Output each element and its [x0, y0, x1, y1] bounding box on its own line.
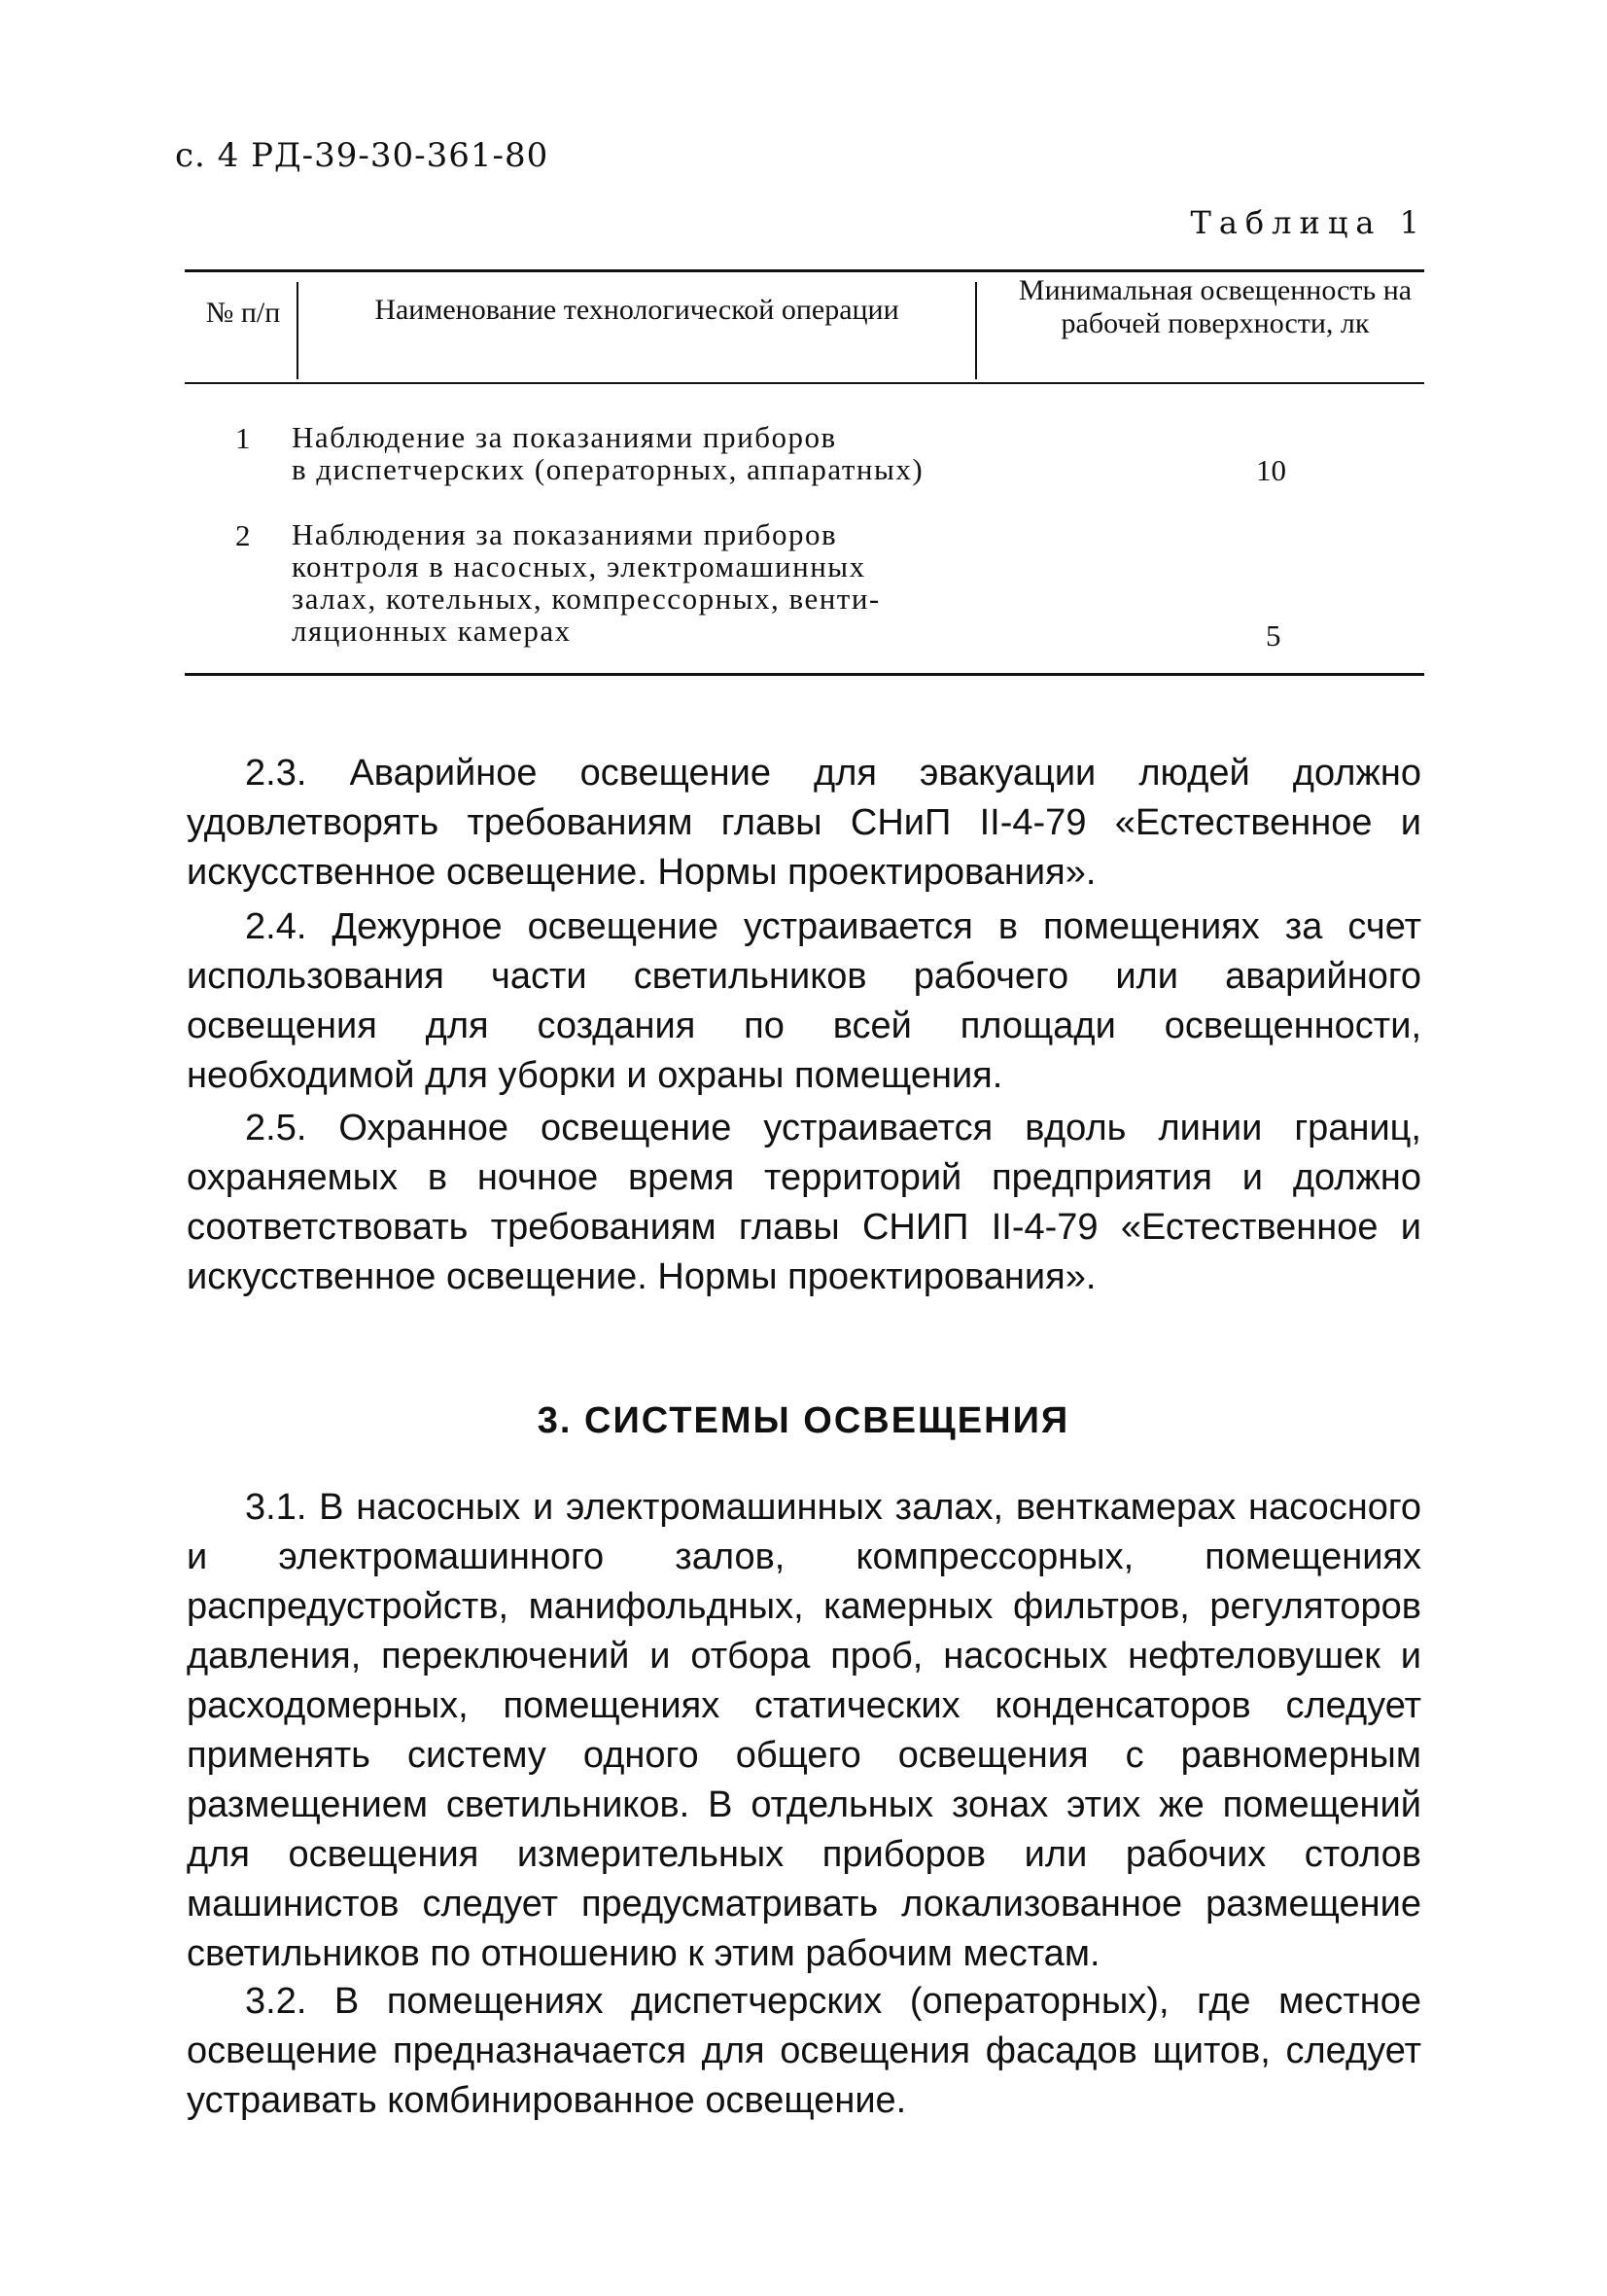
paragraph-2-5: 2.5. Охранное освещение устраивается вдоль линии границ, охраняемых в ночное время территорий предприятия и должно соответствовать требованиям главы СНИП II-4-79 «Естественное и искусственное освещение. Нормы проектирования».: [187, 1108, 1421, 1297]
table-header-illumination: Минимальная освещенность на рабочей поверхности, лк: [1018, 274, 1413, 339]
table-row-2-operation-line-4: ляционных камерах: [292, 614, 572, 648]
table-row-1-operation-line-2: в диспетчерских (операторных, аппаратных): [292, 452, 925, 486]
paragraph-3-2: 3.2. В помещениях диспетчерских (операторных), где местное освещение предназначается для освещения фасадов щитов, следует устраивать комбинированное освещение.: [187, 1981, 1421, 2121]
table-row-2-illumination: 5: [1266, 618, 1281, 653]
paragraph-2-4: 2.4. Дежурное освещение устраивается в помещениях за счет использования части светильников рабочего или аварийного освещения для создания по всей площади освещенности, необходимой для уборки и охраны помещения.: [187, 906, 1421, 1096]
section-title: 3. СИСТЕМЫ ОСВЕЩЕНИЯ: [537, 1400, 1070, 1441]
paragraph-3-1: 3.1. В насосных и электромашинных залах, венткамерах насосного и электромашинного залов, компрессорных, помещениях распредустройств, манифольдных, камерных фильтров, регуляторов давления, переключений и отбора проб, насосных нефтеловушек и расходомерных, помещениях статических конденсаторов следует применять систему одного общего освещения с равномерным размещением светильников. В отдельных зонах этих же помещений для освещения измерительных приборов или рабочих столов машинистов следует предусматривать локализованное размещение светильников по отношению к этим рабочим местам.: [187, 1487, 1421, 1974]
table-row-2-operation-line-1: Наблюдения за показаниями приборов: [292, 517, 838, 551]
table-col-divider-2: [975, 282, 977, 379]
table-header-operation: Наименование технологической операции: [374, 294, 899, 326]
table-row-2-operation-line-3: залах, котельных, компрессорных, венти-: [292, 582, 881, 616]
page-header: с. 4 РД-39-30-361-80: [175, 136, 549, 175]
table-header-number: № п/п: [205, 297, 281, 329]
table-header-rule: [185, 382, 1424, 384]
table-row-1-illumination: 10: [1256, 453, 1286, 487]
table-top-rule: [185, 269, 1424, 272]
paragraph-2-3: 2.3. Аварийное освещение для эвакуации людей должно удовлетворять требованиям главы СНиП II-4-79 «Естественное и искусственное освещение. Нормы проектирования».: [187, 753, 1421, 893]
table-row-1-number: 1: [235, 421, 251, 455]
table-row-2-operation-line-2: контроля в насосных, электромашинных: [292, 549, 866, 583]
table-row-2-number: 2: [235, 518, 251, 552]
table-col-divider-1: [297, 282, 298, 379]
table-caption: Таблица 1: [1190, 204, 1427, 241]
table-bottom-rule: [185, 673, 1424, 676]
table-row-1-operation-line-1: Наблюдение за показаниями приборов: [292, 420, 837, 454]
